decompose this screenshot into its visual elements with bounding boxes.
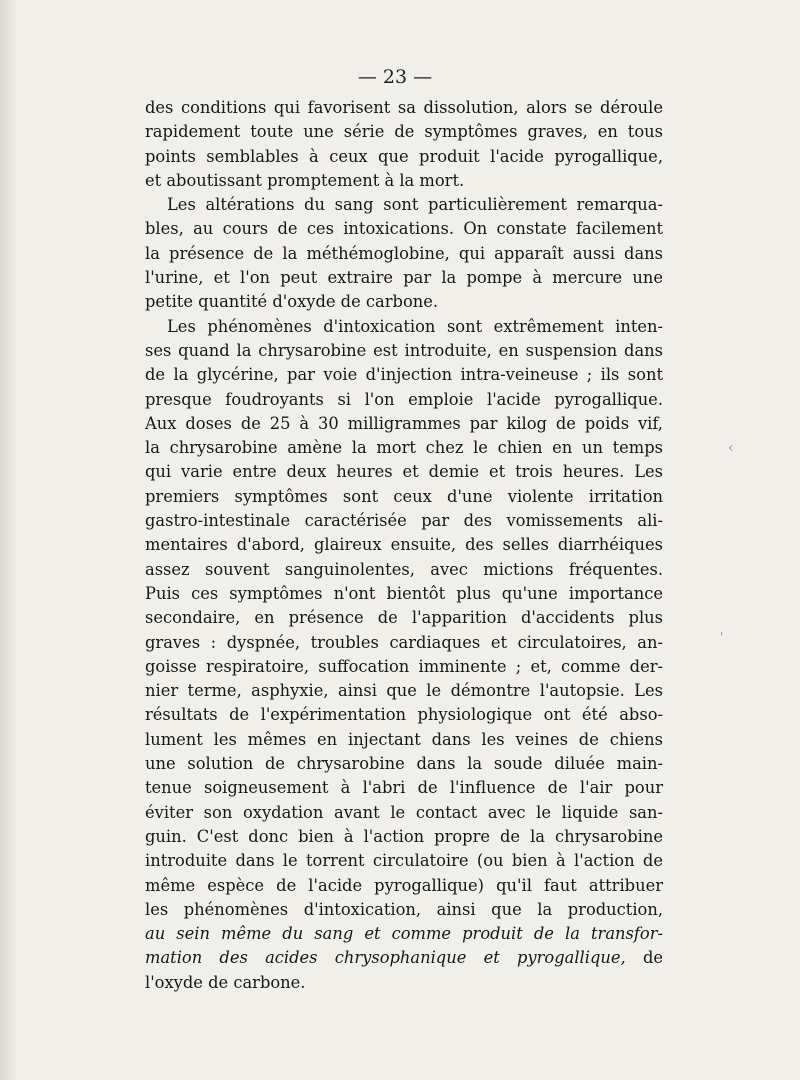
page-edge-shadow [0, 0, 18, 1080]
text-line: et aboutissant promptement à la mort. [145, 170, 465, 190]
text-line: la présence de la méthémoglobine, qui apparaît aussi dans [145, 243, 663, 263]
text-line: la chrysarobine amène la mort chez le chien en un temps [145, 438, 663, 458]
text-line: introduite dans le torrent circulatoire (ou bien à l'action de [145, 851, 663, 871]
text-line: premiers symptômes sont ceux d'une violente irritation [145, 486, 663, 506]
text-line: une solution de chrysarobine dans la soude diluée main- [145, 754, 663, 774]
text-line: même espèce de l'acide pyrogallique) qu'il faut attribuer [145, 875, 663, 895]
page-number: — 23 — [357, 66, 433, 88]
text-line: qui varie entre deux heures et demie et trois heures. Les [145, 462, 663, 482]
text-line: lument les mêmes en injectant dans les veines de chiens [145, 729, 663, 749]
text-line: goisse respiratoire, suffocation imminente ; et, comme der- [145, 656, 663, 676]
text-line: Les phénomènes d'intoxication sont extrêmement inten- [167, 316, 663, 336]
text-line: nier terme, asphyxie, ainsi que le démontre l'autopsie. Les [145, 681, 663, 701]
text-line: les phénomènes d'intoxication, ainsi que la production, [145, 899, 663, 919]
text-line: rapidement toute une série de symptômes graves, en tous [145, 122, 663, 142]
text-line: tenue soigneusement à l'abri de l'influence de l'air pour [145, 778, 663, 798]
text-line: éviter son oxydation avant le contact avec le liquide san- [145, 802, 663, 822]
text-line: l'oxyde de carbone. [145, 972, 306, 992]
text-line: bles, au cours de ces intoxications. On constate facilement [145, 219, 663, 239]
text-line: presque foudroyants si l'on emploie l'acide pyrogallique. [145, 389, 663, 409]
text-line: petite quantité d'oxyde de carbone. [145, 292, 439, 312]
text-line: Les altérations du sang sont particulièrement remarqua- [167, 195, 663, 215]
text-line: Puis ces symptômes n'ont bientôt plus qu'une importance [145, 583, 663, 603]
margin-mark: ‹ [728, 440, 734, 456]
text-line-italic: au sein même du sang et comme produit de la transfor- [145, 924, 663, 944]
text-line: secondaire, en présence de l'apparition d'accidents plus [145, 608, 663, 628]
text-line: graves : dyspnée, troubles cardiaques et circulatoires, an- [145, 632, 663, 652]
text-line: guin. C'est donc bien à l'action propre de la chrysarobine [145, 826, 663, 846]
roman-phrase: de [625, 948, 664, 968]
text-line: des conditions qui favorisent sa dissolution, alors se déroule [145, 98, 663, 117]
text-line: assez souvent sanguinolentes, avec mictions fréquentes. [145, 559, 663, 579]
text-line: résultats de l'expérimentation physiologique ont été abso- [145, 705, 663, 725]
text-line: gastro-intestinale caractérisée par des vomissements ali- [145, 511, 663, 531]
text-line: points semblables à ceux que produit l'acide pyrogallique, [145, 146, 663, 166]
italic-phrase: mation des acides chrysophanique et pyrogallique, [145, 948, 626, 968]
text-line: de la glycérine, par voie d'injection intra-veineuse ; ils sont [145, 365, 663, 385]
body-text [145, 96, 663, 995]
text-line: ses quand la chrysarobine est introduite, en suspension dans [145, 340, 663, 360]
text-line: mentaires d'abord, glaireux ensuite, des selles diarrhéiques [145, 535, 663, 555]
text-line: l'urine, et l'on peut extraire par la pompe à mercure une [145, 268, 663, 288]
text-line-mixed [145, 946, 663, 970]
margin-mark: ' [720, 630, 724, 644]
text-line: Aux doses de 25 à 30 milligrammes par kilog de poids vif, [145, 413, 663, 433]
